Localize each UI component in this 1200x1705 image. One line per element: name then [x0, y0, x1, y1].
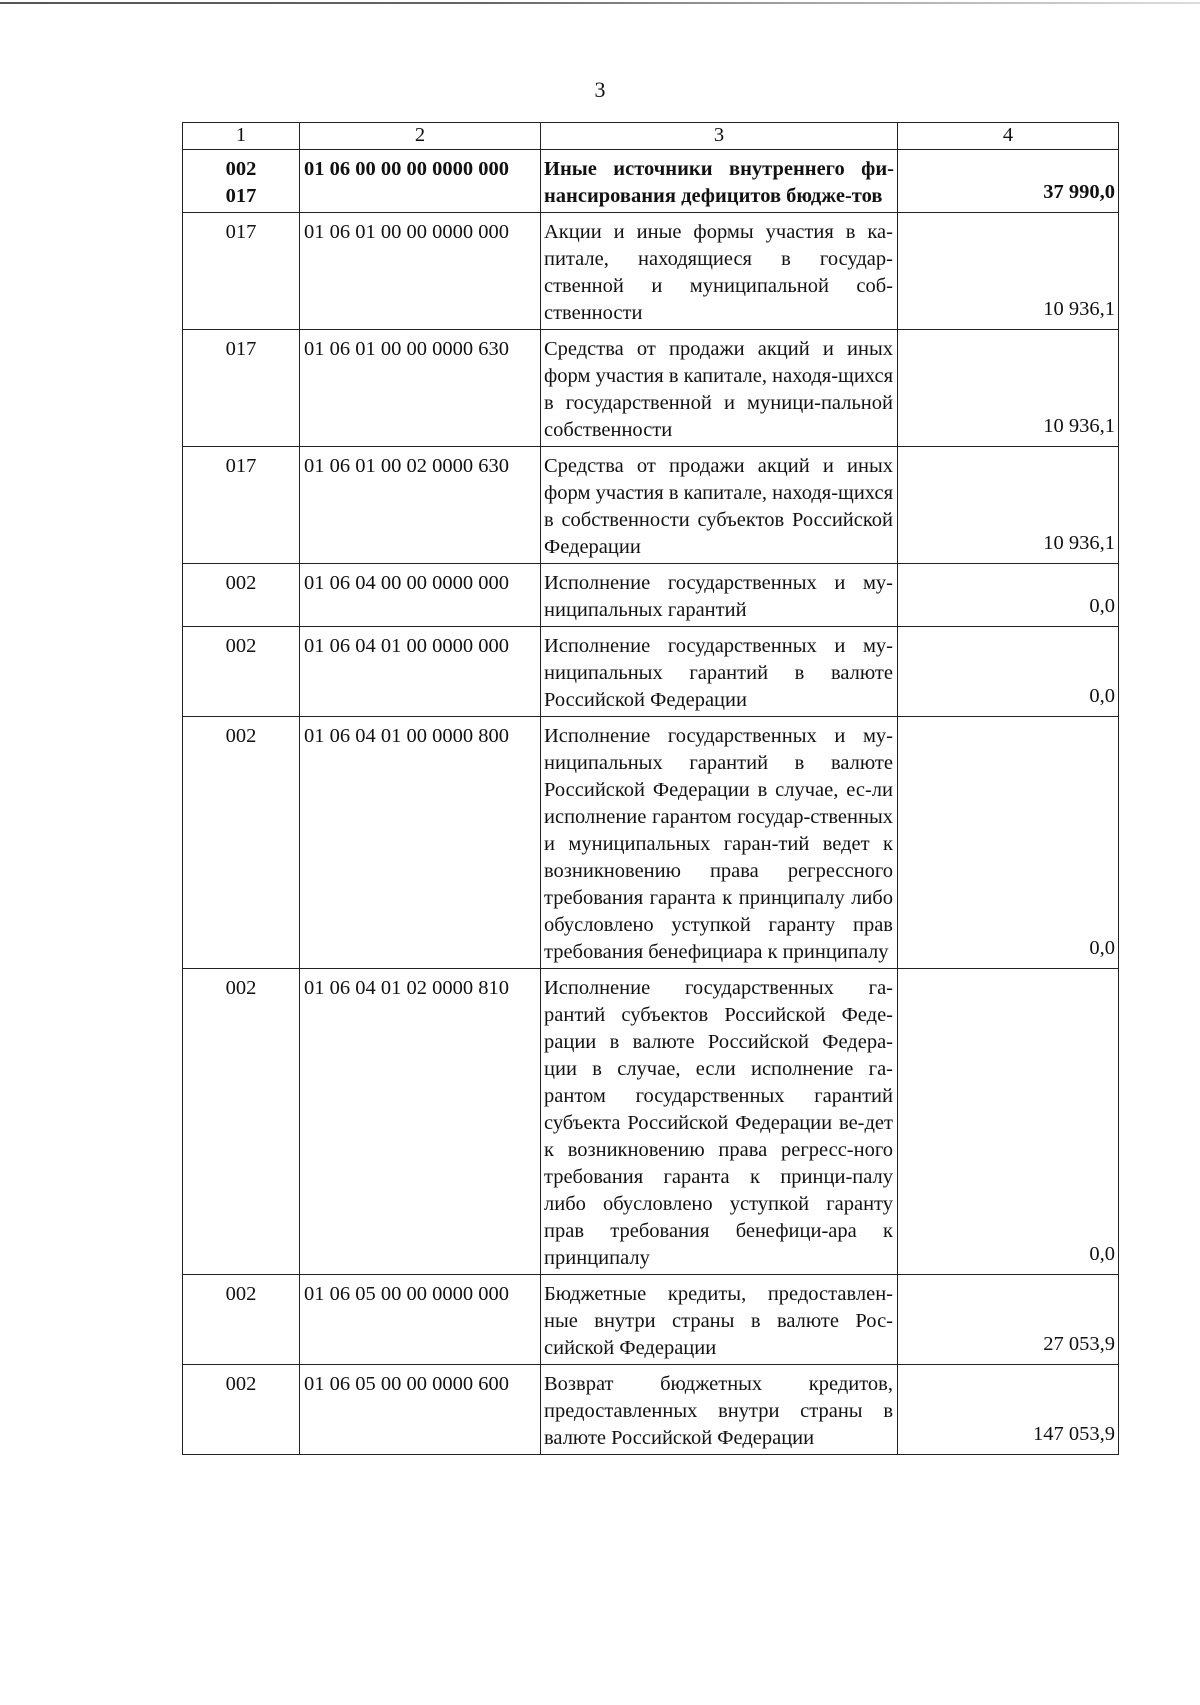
description: Иные источники внутреннего фи-нансирования дефицитов бюдже-тов: [544, 158, 894, 207]
admin-code: 002: [183, 564, 300, 627]
budget-code: 01 06 01 00 00 0000 630: [300, 330, 541, 447]
description-cell: [541, 150, 898, 213]
budget-code: 01 06 05 00 00 0000 000: [300, 1275, 541, 1365]
amount: 0,0: [898, 627, 1119, 717]
amount: 37 990,0: [898, 150, 1119, 213]
amount: 10 936,1: [898, 330, 1119, 447]
description: Средства от продажи акций и иных форм участия в капитале, находя-щихся в государственной и муници-пальной собственности: [541, 330, 898, 447]
amount: 0,0: [898, 564, 1119, 627]
budget-code: 01 06 01 00 00 0000 000: [300, 213, 541, 330]
admin-code: 002: [183, 969, 300, 1275]
amount: 10 936,1: [898, 447, 1119, 564]
column-header-3: 3: [541, 123, 898, 150]
table-row: [183, 1365, 1119, 1455]
description: Исполнение государственных и му-ниципальных гарантий: [541, 564, 898, 627]
table-row: [183, 969, 1119, 1275]
admin-code-secondary: 017: [225, 185, 257, 207]
description: Средства от продажи акций и иных форм участия в капитале, находя-щихся в собственности субъектов Российской Федерации: [541, 447, 898, 564]
admin-code-cell: [183, 150, 300, 213]
amount: 27 053,9: [898, 1275, 1119, 1365]
budget-sources-table: [182, 122, 1119, 1455]
admin-code: 017: [183, 330, 300, 447]
scan-edge-line: [0, 2, 1200, 4]
admin-code: 002: [225, 158, 257, 180]
budget-code: 01 06 04 00 00 0000 000: [300, 564, 541, 627]
description: Исполнение государственных и му-ниципальных гарантий в валюте Российской Федерации в случае, ес-ли исполнение гарантом государ-ственных и муниципальных гаран-тий ведет к возникновению права регрессного требования гаранта к принципалу либо обусловлено уступкой гаранту прав требования бенефициара к принципалу: [541, 717, 898, 969]
amount: 10 936,1: [898, 213, 1119, 330]
budget-code: 01 06 01 00 02 0000 630: [300, 447, 541, 564]
budget-code: 01 06 00 00 00 0000 000: [300, 150, 541, 213]
amount: 0,0: [898, 969, 1119, 1275]
budget-code: 01 06 04 01 02 0000 810: [300, 969, 541, 1275]
admin-code: 002: [183, 627, 300, 717]
column-header-2: 2: [300, 123, 541, 150]
table-header-row: [183, 123, 1119, 150]
description: Акции и иные формы участия в ка-питале, находящиеся в государ-ственной и муниципальной соб-ственности: [541, 213, 898, 330]
table-row: [183, 330, 1119, 447]
description: Возврат бюджетных кредитов, предоставленных внутри страны в валюте Российской Федерации: [541, 1365, 898, 1455]
table-row: [183, 447, 1119, 564]
amount: 147 053,9: [898, 1365, 1119, 1455]
table-row: [183, 717, 1119, 969]
table-row: [183, 213, 1119, 330]
table-row: [183, 1275, 1119, 1365]
admin-code: 002: [183, 1275, 300, 1365]
page-number: 3: [594, 77, 606, 102]
amount: 0,0: [898, 717, 1119, 969]
table-row: [183, 564, 1119, 627]
table-row: [183, 150, 1119, 213]
column-header-1: 1: [183, 123, 300, 150]
admin-code: 002: [183, 717, 300, 969]
admin-code: 017: [183, 447, 300, 564]
column-header-4: 4: [898, 123, 1119, 150]
description: Бюджетные кредиты, предоставлен-ные внутри страны в валюте Рос-сийской Федерации: [541, 1275, 898, 1365]
description: Исполнение государственных и му-ниципальных гарантий в валюте Российской Федерации: [541, 627, 898, 717]
budget-code: 01 06 05 00 00 0000 600: [300, 1365, 541, 1455]
description: Исполнение государственных га-рантий субъектов Российской Феде-рации в валюте Российской Федера-ции в случае, если исполнение га-рантом государственных гарантий субъекта Российской Федерации ве-дет к возникновению права регресс-ного требования гаранта к принци-палу либо обусловлено уступкой гаранту прав требования бенефици-ара к принципалу: [541, 969, 898, 1275]
admin-code: 002: [183, 1365, 300, 1455]
budget-code: 01 06 04 01 00 0000 800: [300, 717, 541, 969]
admin-code: 017: [183, 213, 300, 330]
table-row: [183, 627, 1119, 717]
budget-code: 01 06 04 01 00 0000 000: [300, 627, 541, 717]
